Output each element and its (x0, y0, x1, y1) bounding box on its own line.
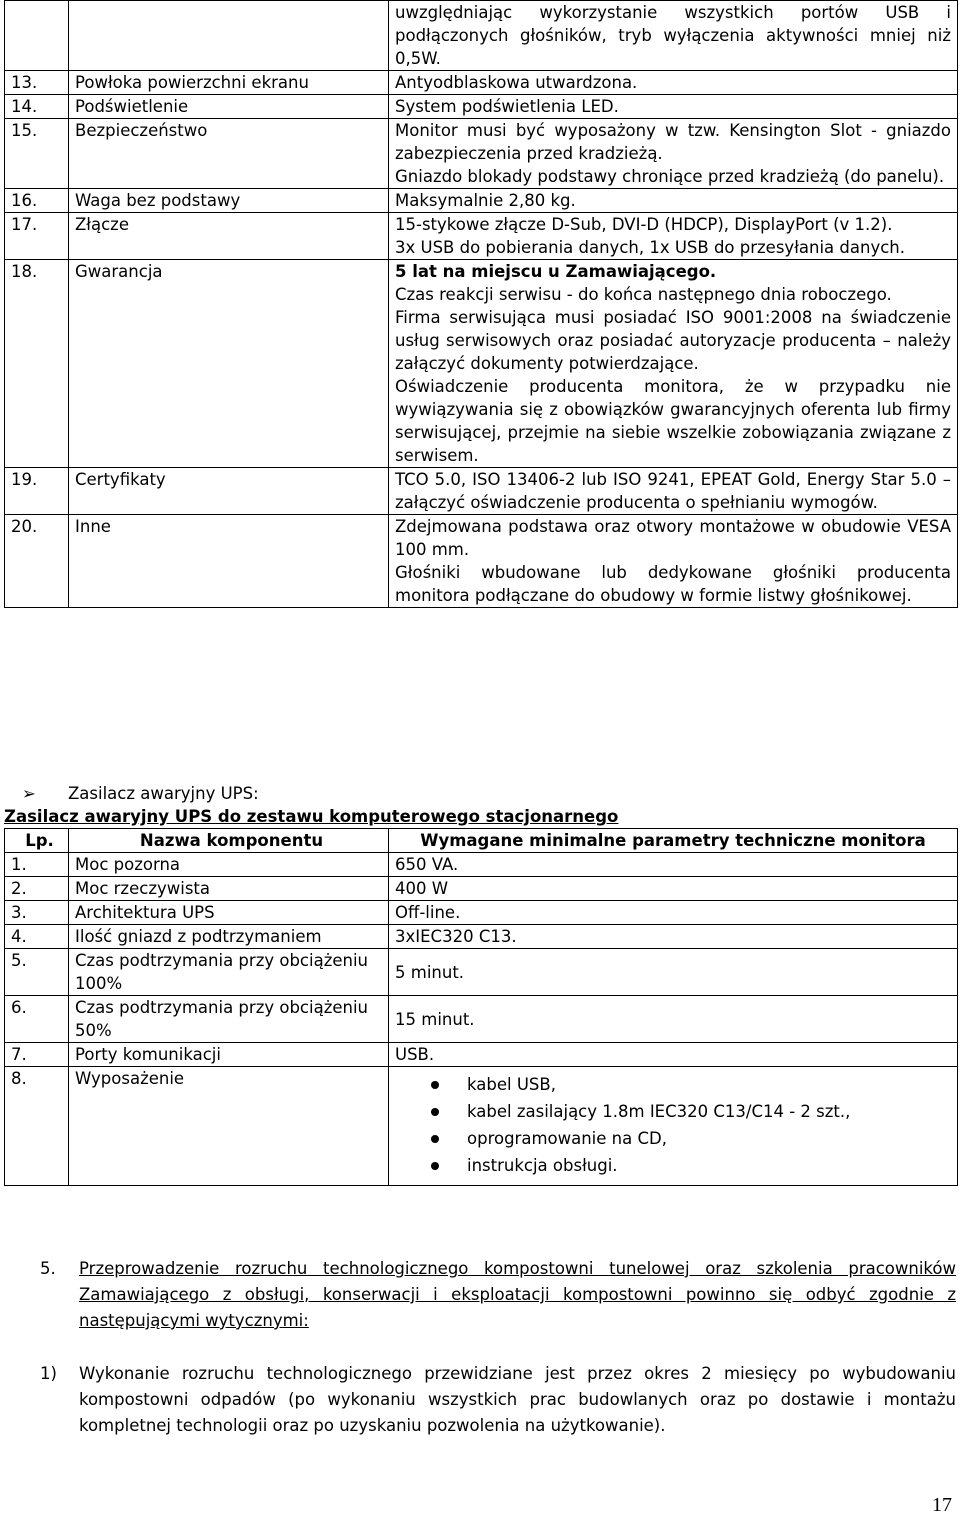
table-row (5, 515, 958, 608)
row-value-text: 15 minut. (395, 1009, 475, 1029)
row-value (389, 189, 958, 213)
page-number: 17 (932, 1494, 952, 1516)
list-item-1-number: 1) (40, 1364, 57, 1383)
row-value (389, 95, 958, 119)
row-name: Czas podtrzymania przy obciążeniu 50% (69, 996, 389, 1043)
row-value-paragraph: uwzględniając wykorzystanie wszystkich portów USB i podłączonych głośników, tryb wyłączenia aktywności mniej niż 0,5W. (395, 3, 951, 68)
row-name: Czas podtrzymania przy obciążeniu 100% (69, 949, 389, 996)
row-value (389, 901, 958, 925)
row-name: Moc pozorna (69, 853, 389, 877)
row-value (389, 996, 958, 1043)
equipment-list (395, 1067, 951, 1185)
row-value-text: 5 minut. (395, 962, 465, 982)
equipment-list-item: kabel USB, (395, 1071, 951, 1098)
row-name: Porty komunikacji (69, 1043, 389, 1067)
row-name: Złącze (69, 213, 389, 260)
section-5 (40, 1256, 956, 1334)
table-row (5, 925, 958, 949)
row-value (389, 468, 958, 515)
row-value (389, 1043, 958, 1067)
section-5-number: 5. (40, 1259, 56, 1278)
row-number: 7. (5, 1043, 69, 1067)
row-value-text: 650 VA. (395, 855, 459, 874)
ups-spec-table (4, 828, 958, 1186)
row-value-paragraph: Maksymalnie 2,80 kg. (395, 191, 576, 210)
row-value (389, 515, 958, 608)
row-value (389, 119, 958, 189)
row-value-paragraph: 15-stykowe złącze D-Sub, DVI-D (HDCP), DisplayPort (v 1.2). (395, 215, 893, 234)
row-value (389, 949, 958, 996)
row-value (389, 213, 958, 260)
row-value-paragraph: Monitor musi być wyposażony w tzw. Kensington Slot - gniazdo zabezpieczenia przed kradzieżą. (395, 121, 951, 163)
row-value-paragraph: System podświetlenia LED. (395, 97, 619, 116)
table-row (5, 95, 958, 119)
row-value (389, 1, 958, 71)
equipment-list-item: oprogramowanie na CD, (395, 1125, 951, 1152)
table-row (5, 119, 958, 189)
row-name: Architektura UPS (69, 901, 389, 925)
row-value-paragraph: Firma serwisująca musi posiadać ISO 9001:2008 na świadczenie usług serwisowych oraz posiadać autoryzacje producenta – należy załączyć dokumenty potwierdzające. (395, 308, 951, 373)
row-name: Moc rzeczywista (69, 877, 389, 901)
row-value-text: 400 W (395, 879, 449, 898)
monitor-spec-table (4, 0, 958, 608)
row-value-paragraph: Oświadczenie producenta monitora, że w przypadku nie wywiązywania się z obowiązków gwarancyjnych oferenta lub firmy serwisującej, przejmie na siebie wszelkie zobowiązania związane z serwisem. (395, 377, 951, 465)
row-name: Wyposażenie (69, 1067, 389, 1186)
row-number: 14. (5, 95, 69, 119)
row-number: 16. (5, 189, 69, 213)
header-requirements: Wymagane minimalne parametry techniczne monitora (389, 829, 958, 853)
row-name: Bezpieczeństwo (69, 119, 389, 189)
row-value-paragraph: TCO 5.0, ISO 13406-2 lub ISO 9241, EPEAT Gold, Energy Star 5.0 – załączyć oświadczenie producenta o spełnianiu wymogów. (395, 470, 951, 512)
row-name (69, 1, 389, 71)
row-value-text: USB. (395, 1045, 435, 1064)
row-value-bold: 5 lat na miejscu u Zamawiającego. (395, 262, 717, 281)
row-value-text: Off-line. (395, 903, 461, 922)
row-number: 15. (5, 119, 69, 189)
row-value-paragraph: Gniazdo blokady podstawy chroniące przed kradzieżą (do panelu). (395, 167, 945, 186)
equipment-list-item: instrukcja obsługi. (395, 1152, 951, 1179)
row-name: Podświetlenie (69, 95, 389, 119)
table-row (5, 1067, 958, 1186)
ups-bullet-text: Zasilacz awaryjny UPS: (68, 784, 259, 803)
ups-bullet-heading (22, 783, 259, 805)
table-row (5, 213, 958, 260)
row-value (389, 1067, 958, 1186)
equipment-list-item: kabel zasilający 1.8m IEC320 C13/C14 - 2 szt., (395, 1098, 951, 1125)
list-item-1-text: Wykonanie rozruchu technologicznego przewidziane jest przez okres 2 miesięcy po wybudowaniu kompostowni odpadów (po wykonaniu wszystkich prac budowlanych oraz po dostawie i montażu kompletnej technologii oraz po uzyskaniu pozwolenia na użytkowanie). (79, 1364, 956, 1435)
row-number: 8. (5, 1067, 69, 1186)
row-value (389, 71, 958, 95)
row-value-paragraph: Antyodblaskowa utwardzona. (395, 73, 638, 92)
table-row (5, 996, 958, 1043)
row-value (389, 260, 958, 468)
table-row (5, 853, 958, 877)
row-name: Powłoka powierzchni ekranu (69, 71, 389, 95)
table-row (5, 1043, 958, 1067)
row-value (389, 853, 958, 877)
table-row (5, 877, 958, 901)
row-number: 3. (5, 901, 69, 925)
table-row (5, 949, 958, 996)
row-value-paragraph: Zdejmowana podstawa oraz otwory montażowe w obudowie VESA 100 mm. (395, 517, 951, 559)
row-number: 17. (5, 213, 69, 260)
ups-section-title: Zasilacz awaryjny UPS do zestawu komputerowego stacjonarnego (4, 807, 619, 826)
row-number: 1. (5, 853, 69, 877)
row-number: 6. (5, 996, 69, 1043)
row-value-paragraph: Głośniki wbudowane lub dedykowane głośniki producenta monitora podłączane do obudowy w formie listwy głośnikowej. (395, 563, 951, 605)
row-number: 18. (5, 260, 69, 468)
row-value-paragraph: Czas reakcji serwisu - do końca następnego dnia roboczego. (395, 285, 892, 304)
table-row (5, 71, 958, 95)
arrow-bullet-icon: ➢ (22, 784, 36, 803)
row-name: Ilość gniazd z podtrzymaniem (69, 925, 389, 949)
row-name: Gwarancja (69, 260, 389, 468)
row-number: 19. (5, 468, 69, 515)
header-lp: Lp. (5, 829, 69, 853)
table-row (5, 189, 958, 213)
table-header-row (5, 829, 958, 853)
table-row (5, 901, 958, 925)
row-number: 5. (5, 949, 69, 996)
table-row (5, 468, 958, 515)
row-number: 4. (5, 925, 69, 949)
row-name: Certyfikaty (69, 468, 389, 515)
row-number (5, 1, 69, 71)
row-number: 13. (5, 71, 69, 95)
row-value (389, 877, 958, 901)
section-5-text: Przeprowadzenie rozruchu technologicznego kompostowni tunelowej oraz szkolenia pracowników Zamawiającego z obsługi, konserwacji i eksploatacji kompostowni powinno się odbyć zgodnie z następującymi wytycznymi: (79, 1259, 956, 1330)
list-item-1 (40, 1361, 956, 1439)
row-name: Inne (69, 515, 389, 608)
row-value-text: 3xIEC320 C13. (395, 927, 517, 946)
row-value-paragraph: 3x USB do pobierania danych, 1x USB do przesyłania danych. (395, 238, 905, 257)
table-row (5, 260, 958, 468)
row-value (389, 925, 958, 949)
row-number: 2. (5, 877, 69, 901)
row-name: Waga bez podstawy (69, 189, 389, 213)
row-number: 20. (5, 515, 69, 608)
header-component: Nazwa komponentu (69, 829, 389, 853)
table-row (5, 1, 958, 71)
